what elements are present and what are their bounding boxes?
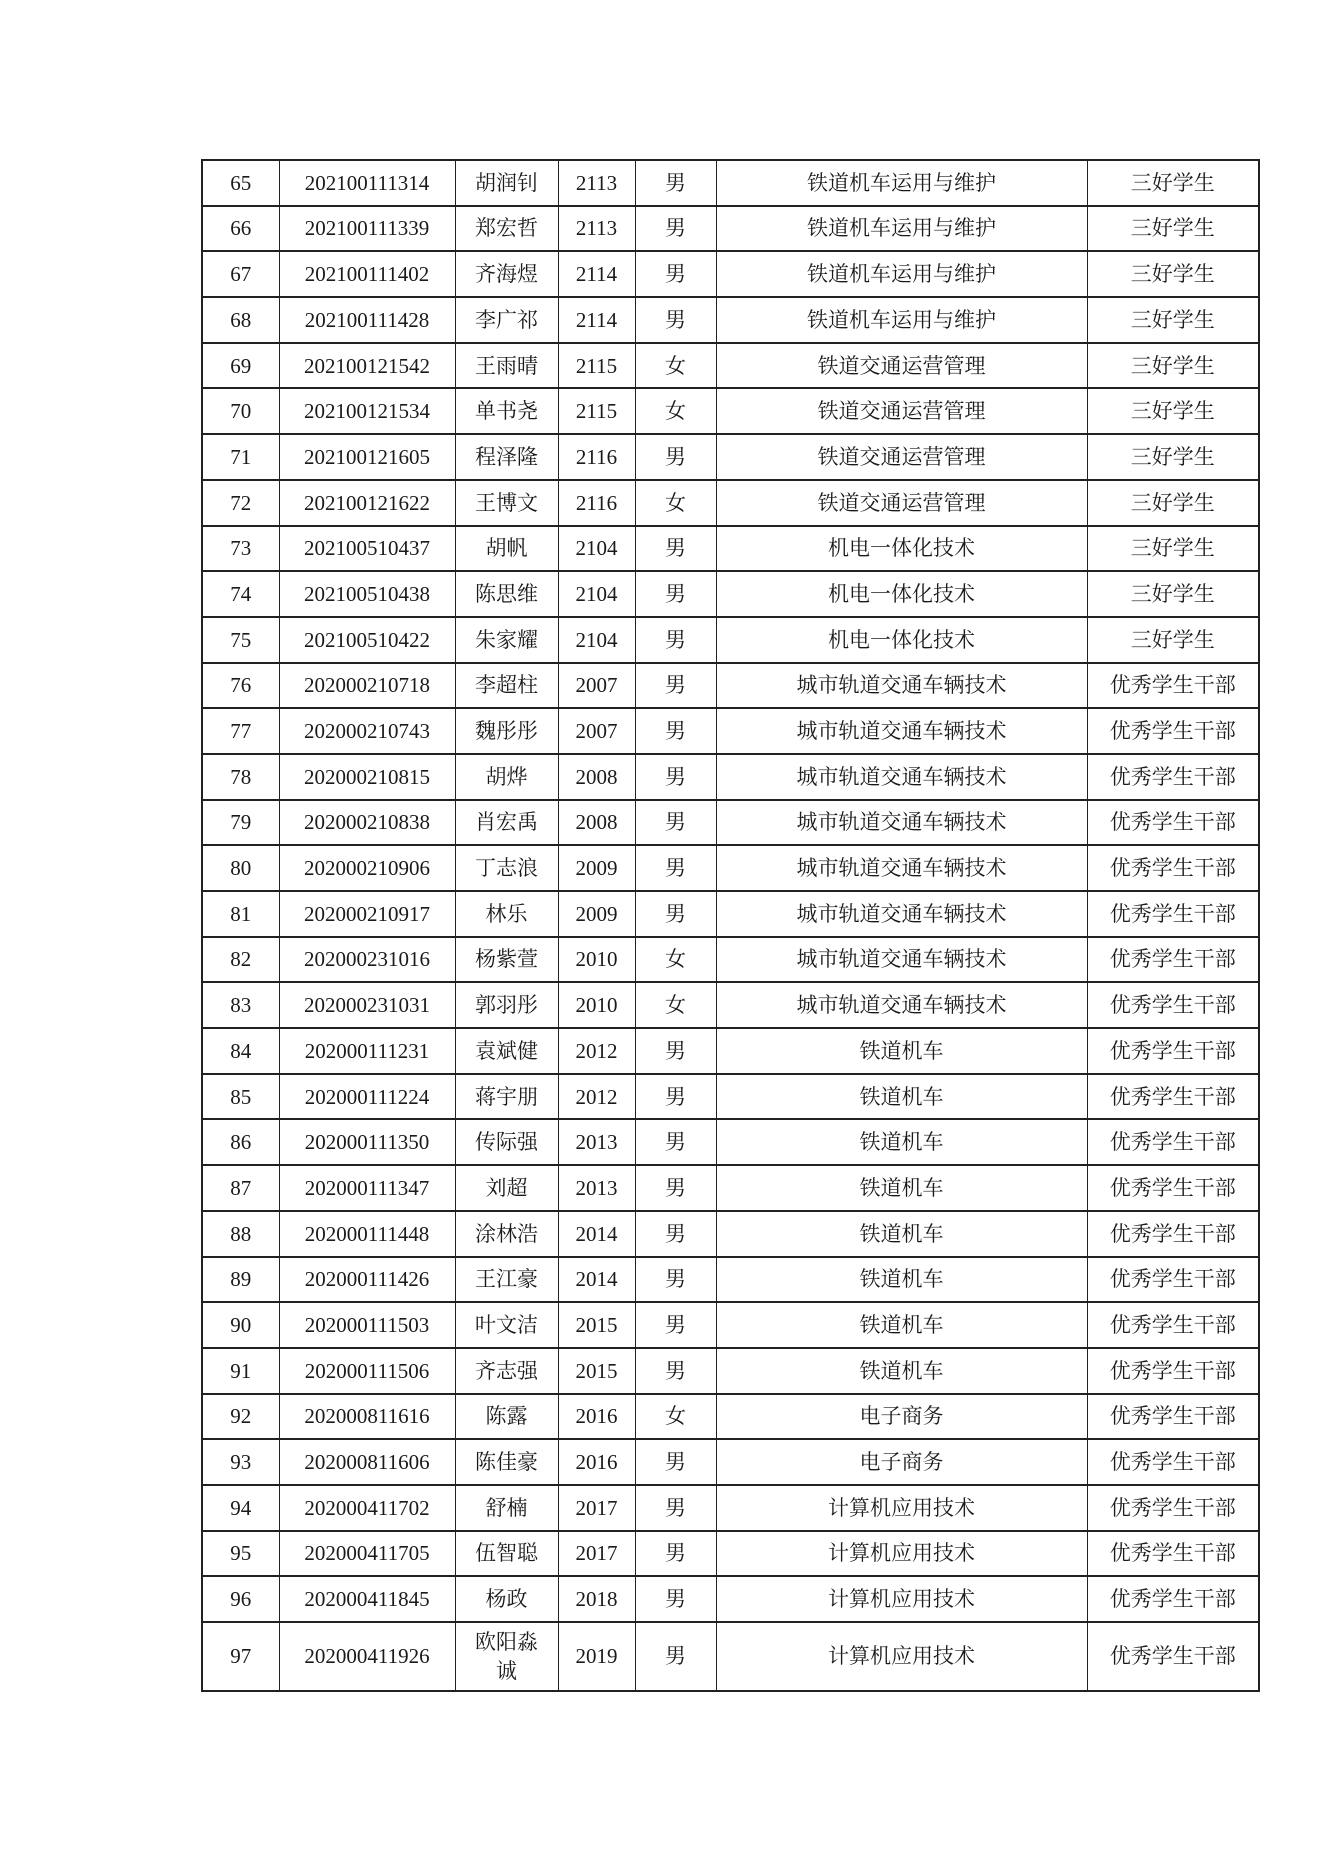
table-row xyxy=(202,1348,1259,1394)
table-row xyxy=(202,571,1259,617)
cell-student-id: 202000411926 xyxy=(279,1622,455,1691)
cell-index: 78 xyxy=(202,754,279,800)
table-row xyxy=(202,251,1259,297)
cell-student-id: 202000811606 xyxy=(279,1439,455,1485)
cell-major: 城市轨道交通车辆技术 xyxy=(716,891,1087,937)
cell-student-id: 202000111448 xyxy=(279,1211,455,1257)
cell-award: 优秀学生干部 xyxy=(1087,1302,1259,1348)
cell-class: 2017 xyxy=(558,1485,635,1531)
table-row xyxy=(202,480,1259,526)
cell-index: 67 xyxy=(202,251,279,297)
student-awards-table xyxy=(201,159,1260,1692)
cell-student-id: 202100510422 xyxy=(279,617,455,663)
cell-award: 优秀学生干部 xyxy=(1087,1531,1259,1577)
cell-index: 93 xyxy=(202,1439,279,1485)
cell-class: 2116 xyxy=(558,434,635,480)
cell-name: 杨紫萱 xyxy=(455,937,558,983)
cell-award: 优秀学生干部 xyxy=(1087,1165,1259,1211)
cell-major: 城市轨道交通车辆技术 xyxy=(716,754,1087,800)
cell-student-id: 202000111426 xyxy=(279,1257,455,1303)
cell-class: 2014 xyxy=(558,1211,635,1257)
cell-name: 王博文 xyxy=(455,480,558,526)
cell-major: 铁道交通运营管理 xyxy=(716,434,1087,480)
cell-index: 92 xyxy=(202,1394,279,1440)
cell-award: 优秀学生干部 xyxy=(1087,982,1259,1028)
cell-student-id: 202000210743 xyxy=(279,708,455,754)
cell-student-id: 202100111339 xyxy=(279,206,455,252)
cell-class: 2009 xyxy=(558,845,635,891)
cell-major: 电子商务 xyxy=(716,1439,1087,1485)
cell-index: 84 xyxy=(202,1028,279,1074)
cell-index: 87 xyxy=(202,1165,279,1211)
cell-major: 机电一体化技术 xyxy=(716,571,1087,617)
cell-gender: 女 xyxy=(635,1394,716,1440)
table-row xyxy=(202,1622,1259,1691)
cell-award: 优秀学生干部 xyxy=(1087,1439,1259,1485)
cell-gender: 男 xyxy=(635,251,716,297)
cell-gender: 男 xyxy=(635,1119,716,1165)
cell-student-id: 202000210815 xyxy=(279,754,455,800)
cell-major: 铁道机车 xyxy=(716,1302,1087,1348)
cell-gender: 男 xyxy=(635,1622,716,1691)
cell-major: 铁道机车运用与维护 xyxy=(716,206,1087,252)
cell-award: 优秀学生干部 xyxy=(1087,1348,1259,1394)
table-row xyxy=(202,982,1259,1028)
cell-class: 2013 xyxy=(558,1119,635,1165)
cell-gender: 男 xyxy=(635,1211,716,1257)
cell-award: 优秀学生干部 xyxy=(1087,1394,1259,1440)
cell-class: 2010 xyxy=(558,937,635,983)
cell-name: 郭羽彤 xyxy=(455,982,558,1028)
cell-name: 丁志浪 xyxy=(455,845,558,891)
cell-major: 机电一体化技术 xyxy=(716,526,1087,572)
cell-major: 城市轨道交通车辆技术 xyxy=(716,937,1087,983)
cell-student-id: 202000210906 xyxy=(279,845,455,891)
table-row xyxy=(202,1165,1259,1211)
cell-major: 铁道机车运用与维护 xyxy=(716,251,1087,297)
cell-index: 70 xyxy=(202,388,279,434)
cell-award: 三好学生 xyxy=(1087,526,1259,572)
cell-class: 2010 xyxy=(558,982,635,1028)
cell-gender: 男 xyxy=(635,1531,716,1577)
cell-index: 73 xyxy=(202,526,279,572)
cell-student-id: 202000111231 xyxy=(279,1028,455,1074)
cell-student-id: 202100121534 xyxy=(279,388,455,434)
cell-major: 铁道机车 xyxy=(716,1074,1087,1120)
cell-name: 齐志强 xyxy=(455,1348,558,1394)
table-row xyxy=(202,343,1259,389)
cell-major: 铁道机车 xyxy=(716,1211,1087,1257)
cell-name: 王雨晴 xyxy=(455,343,558,389)
cell-gender: 男 xyxy=(635,845,716,891)
cell-gender: 男 xyxy=(635,708,716,754)
table-row xyxy=(202,937,1259,983)
table-row xyxy=(202,526,1259,572)
cell-class: 2009 xyxy=(558,891,635,937)
cell-major: 铁道机车 xyxy=(716,1348,1087,1394)
cell-index: 69 xyxy=(202,343,279,389)
cell-class: 2015 xyxy=(558,1348,635,1394)
cell-index: 97 xyxy=(202,1622,279,1691)
cell-award: 三好学生 xyxy=(1087,434,1259,480)
table-row xyxy=(202,708,1259,754)
cell-gender: 女 xyxy=(635,480,716,526)
cell-student-id: 202000411702 xyxy=(279,1485,455,1531)
cell-major: 铁道机车 xyxy=(716,1165,1087,1211)
cell-gender: 男 xyxy=(635,754,716,800)
cell-index: 86 xyxy=(202,1119,279,1165)
table-row xyxy=(202,1211,1259,1257)
cell-gender: 男 xyxy=(635,1302,716,1348)
table-row xyxy=(202,1302,1259,1348)
cell-award: 优秀学生干部 xyxy=(1087,1211,1259,1257)
cell-award: 优秀学生干部 xyxy=(1087,800,1259,846)
cell-student-id: 202100121605 xyxy=(279,434,455,480)
cell-index: 90 xyxy=(202,1302,279,1348)
table-row xyxy=(202,617,1259,663)
cell-index: 77 xyxy=(202,708,279,754)
cell-index: 88 xyxy=(202,1211,279,1257)
cell-student-id: 202100510437 xyxy=(279,526,455,572)
table-row xyxy=(202,1485,1259,1531)
cell-major: 城市轨道交通车辆技术 xyxy=(716,845,1087,891)
cell-gender: 男 xyxy=(635,1257,716,1303)
cell-student-id: 202100121542 xyxy=(279,343,455,389)
cell-major: 计算机应用技术 xyxy=(716,1622,1087,1691)
cell-name: 林乐 xyxy=(455,891,558,937)
cell-name: 王江豪 xyxy=(455,1257,558,1303)
cell-index: 82 xyxy=(202,937,279,983)
cell-gender: 男 xyxy=(635,571,716,617)
cell-name: 伍智聪 xyxy=(455,1531,558,1577)
cell-index: 79 xyxy=(202,800,279,846)
table-row xyxy=(202,1028,1259,1074)
cell-gender: 男 xyxy=(635,1576,716,1622)
cell-gender: 男 xyxy=(635,800,716,846)
table-row xyxy=(202,800,1259,846)
cell-gender: 女 xyxy=(635,388,716,434)
cell-major: 城市轨道交通车辆技术 xyxy=(716,708,1087,754)
cell-gender: 男 xyxy=(635,206,716,252)
cell-name: 叶文洁 xyxy=(455,1302,558,1348)
table-row xyxy=(202,845,1259,891)
cell-name: 刘超 xyxy=(455,1165,558,1211)
cell-student-id: 202100111428 xyxy=(279,297,455,343)
cell-name: 李广祁 xyxy=(455,297,558,343)
cell-class: 2016 xyxy=(558,1394,635,1440)
cell-gender: 男 xyxy=(635,526,716,572)
cell-award: 三好学生 xyxy=(1087,388,1259,434)
cell-name: 蒋宇朋 xyxy=(455,1074,558,1120)
cell-award: 优秀学生干部 xyxy=(1087,1028,1259,1074)
cell-award: 优秀学生干部 xyxy=(1087,891,1259,937)
cell-major: 铁道交通运营管理 xyxy=(716,343,1087,389)
cell-index: 65 xyxy=(202,160,279,206)
cell-class: 2017 xyxy=(558,1531,635,1577)
cell-gender: 女 xyxy=(635,937,716,983)
cell-class: 2113 xyxy=(558,160,635,206)
cell-student-id: 202000210838 xyxy=(279,800,455,846)
table-row xyxy=(202,1074,1259,1120)
cell-name: 涂林浩 xyxy=(455,1211,558,1257)
cell-name: 程泽隆 xyxy=(455,434,558,480)
cell-award: 优秀学生干部 xyxy=(1087,754,1259,800)
cell-award: 三好学生 xyxy=(1087,480,1259,526)
cell-student-id: 202000111506 xyxy=(279,1348,455,1394)
cell-student-id: 202100111402 xyxy=(279,251,455,297)
cell-index: 71 xyxy=(202,434,279,480)
cell-major: 铁道机车 xyxy=(716,1257,1087,1303)
cell-class: 2116 xyxy=(558,480,635,526)
cell-name: 胡润钊 xyxy=(455,160,558,206)
cell-award: 优秀学生干部 xyxy=(1087,1257,1259,1303)
cell-major: 计算机应用技术 xyxy=(716,1531,1087,1577)
cell-name: 胡帆 xyxy=(455,526,558,572)
cell-class: 2019 xyxy=(558,1622,635,1691)
cell-gender: 男 xyxy=(635,663,716,709)
cell-award: 优秀学生干部 xyxy=(1087,1576,1259,1622)
cell-name: 陈佳豪 xyxy=(455,1439,558,1485)
cell-award: 三好学生 xyxy=(1087,206,1259,252)
table-row xyxy=(202,1439,1259,1485)
cell-gender: 男 xyxy=(635,1028,716,1074)
cell-gender: 女 xyxy=(635,343,716,389)
cell-index: 95 xyxy=(202,1531,279,1577)
cell-index: 89 xyxy=(202,1257,279,1303)
cell-name: 齐海煜 xyxy=(455,251,558,297)
table-row xyxy=(202,434,1259,480)
cell-award: 三好学生 xyxy=(1087,160,1259,206)
cell-gender: 女 xyxy=(635,982,716,1028)
table-body xyxy=(202,160,1259,1691)
cell-name: 魏彤彤 xyxy=(455,708,558,754)
cell-index: 76 xyxy=(202,663,279,709)
cell-major: 计算机应用技术 xyxy=(716,1576,1087,1622)
cell-name: 朱家耀 xyxy=(455,617,558,663)
cell-name: 袁斌健 xyxy=(455,1028,558,1074)
table-row xyxy=(202,1576,1259,1622)
cell-major: 城市轨道交通车辆技术 xyxy=(716,663,1087,709)
cell-class: 2016 xyxy=(558,1439,635,1485)
cell-major: 铁道机车 xyxy=(716,1028,1087,1074)
table-row xyxy=(202,754,1259,800)
cell-class: 2114 xyxy=(558,297,635,343)
cell-award: 三好学生 xyxy=(1087,571,1259,617)
cell-award: 优秀学生干部 xyxy=(1087,1119,1259,1165)
cell-gender: 男 xyxy=(635,160,716,206)
cell-name: 李超柱 xyxy=(455,663,558,709)
cell-index: 75 xyxy=(202,617,279,663)
table-row xyxy=(202,1119,1259,1165)
cell-award: 优秀学生干部 xyxy=(1087,708,1259,754)
table-row xyxy=(202,388,1259,434)
cell-student-id: 202100510438 xyxy=(279,571,455,617)
table-row xyxy=(202,297,1259,343)
cell-name: 欧阳淼诚 xyxy=(455,1622,558,1691)
cell-gender: 男 xyxy=(635,1439,716,1485)
cell-major: 铁道机车 xyxy=(716,1119,1087,1165)
cell-class: 2018 xyxy=(558,1576,635,1622)
cell-major: 电子商务 xyxy=(716,1394,1087,1440)
cell-major: 机电一体化技术 xyxy=(716,617,1087,663)
cell-award: 三好学生 xyxy=(1087,297,1259,343)
cell-gender: 男 xyxy=(635,297,716,343)
cell-index: 66 xyxy=(202,206,279,252)
cell-student-id: 202000210917 xyxy=(279,891,455,937)
cell-class: 2008 xyxy=(558,754,635,800)
table-row xyxy=(202,206,1259,252)
cell-name: 陈思维 xyxy=(455,571,558,617)
cell-student-id: 202000111224 xyxy=(279,1074,455,1120)
table-row xyxy=(202,1394,1259,1440)
cell-name: 传际强 xyxy=(455,1119,558,1165)
table-row xyxy=(202,1257,1259,1303)
cell-major: 铁道交通运营管理 xyxy=(716,480,1087,526)
cell-gender: 男 xyxy=(635,891,716,937)
cell-award: 三好学生 xyxy=(1087,617,1259,663)
cell-index: 85 xyxy=(202,1074,279,1120)
cell-major: 铁道交通运营管理 xyxy=(716,388,1087,434)
cell-class: 2015 xyxy=(558,1302,635,1348)
cell-major: 铁道机车运用与维护 xyxy=(716,297,1087,343)
cell-student-id: 202000111503 xyxy=(279,1302,455,1348)
cell-class: 2008 xyxy=(558,800,635,846)
cell-name: 杨政 xyxy=(455,1576,558,1622)
cell-student-id: 202000411845 xyxy=(279,1576,455,1622)
cell-student-id: 202000411705 xyxy=(279,1531,455,1577)
cell-gender: 男 xyxy=(635,1165,716,1211)
cell-gender: 男 xyxy=(635,1348,716,1394)
cell-class: 2104 xyxy=(558,617,635,663)
cell-award: 优秀学生干部 xyxy=(1087,663,1259,709)
cell-student-id: 202000231016 xyxy=(279,937,455,983)
table-row xyxy=(202,160,1259,206)
cell-name: 舒楠 xyxy=(455,1485,558,1531)
cell-class: 2104 xyxy=(558,526,635,572)
cell-student-id: 202100121622 xyxy=(279,480,455,526)
cell-award: 优秀学生干部 xyxy=(1087,1622,1259,1691)
cell-index: 72 xyxy=(202,480,279,526)
cell-gender: 男 xyxy=(635,1074,716,1120)
cell-index: 68 xyxy=(202,297,279,343)
cell-major: 城市轨道交通车辆技术 xyxy=(716,982,1087,1028)
cell-name: 郑宏哲 xyxy=(455,206,558,252)
cell-index: 96 xyxy=(202,1576,279,1622)
cell-name: 陈露 xyxy=(455,1394,558,1440)
cell-award: 三好学生 xyxy=(1087,251,1259,297)
cell-student-id: 202000811616 xyxy=(279,1394,455,1440)
cell-gender: 男 xyxy=(635,434,716,480)
cell-index: 74 xyxy=(202,571,279,617)
cell-class: 2104 xyxy=(558,571,635,617)
cell-student-id: 202000210718 xyxy=(279,663,455,709)
cell-class: 2007 xyxy=(558,663,635,709)
cell-award: 优秀学生干部 xyxy=(1087,845,1259,891)
cell-index: 91 xyxy=(202,1348,279,1394)
cell-index: 83 xyxy=(202,982,279,1028)
cell-class: 2014 xyxy=(558,1257,635,1303)
cell-class: 2113 xyxy=(558,206,635,252)
cell-major: 城市轨道交通车辆技术 xyxy=(716,800,1087,846)
cell-index: 81 xyxy=(202,891,279,937)
cell-award: 优秀学生干部 xyxy=(1087,937,1259,983)
cell-class: 2012 xyxy=(558,1028,635,1074)
cell-class: 2013 xyxy=(558,1165,635,1211)
cell-award: 优秀学生干部 xyxy=(1087,1074,1259,1120)
cell-class: 2115 xyxy=(558,343,635,389)
cell-student-id: 202100111314 xyxy=(279,160,455,206)
cell-name: 胡烨 xyxy=(455,754,558,800)
cell-index: 94 xyxy=(202,1485,279,1531)
cell-class: 2115 xyxy=(558,388,635,434)
cell-class: 2007 xyxy=(558,708,635,754)
table-row xyxy=(202,891,1259,937)
cell-student-id: 202000111347 xyxy=(279,1165,455,1211)
cell-student-id: 202000231031 xyxy=(279,982,455,1028)
cell-major: 铁道机车运用与维护 xyxy=(716,160,1087,206)
cell-name: 单书尧 xyxy=(455,388,558,434)
cell-student-id: 202000111350 xyxy=(279,1119,455,1165)
cell-name: 肖宏禹 xyxy=(455,800,558,846)
cell-index: 80 xyxy=(202,845,279,891)
cell-award: 三好学生 xyxy=(1087,343,1259,389)
cell-class: 2114 xyxy=(558,251,635,297)
table-row xyxy=(202,663,1259,709)
cell-class: 2012 xyxy=(558,1074,635,1120)
cell-major: 计算机应用技术 xyxy=(716,1485,1087,1531)
table-row xyxy=(202,1531,1259,1577)
cell-gender: 男 xyxy=(635,617,716,663)
cell-award: 优秀学生干部 xyxy=(1087,1485,1259,1531)
cell-gender: 男 xyxy=(635,1485,716,1531)
